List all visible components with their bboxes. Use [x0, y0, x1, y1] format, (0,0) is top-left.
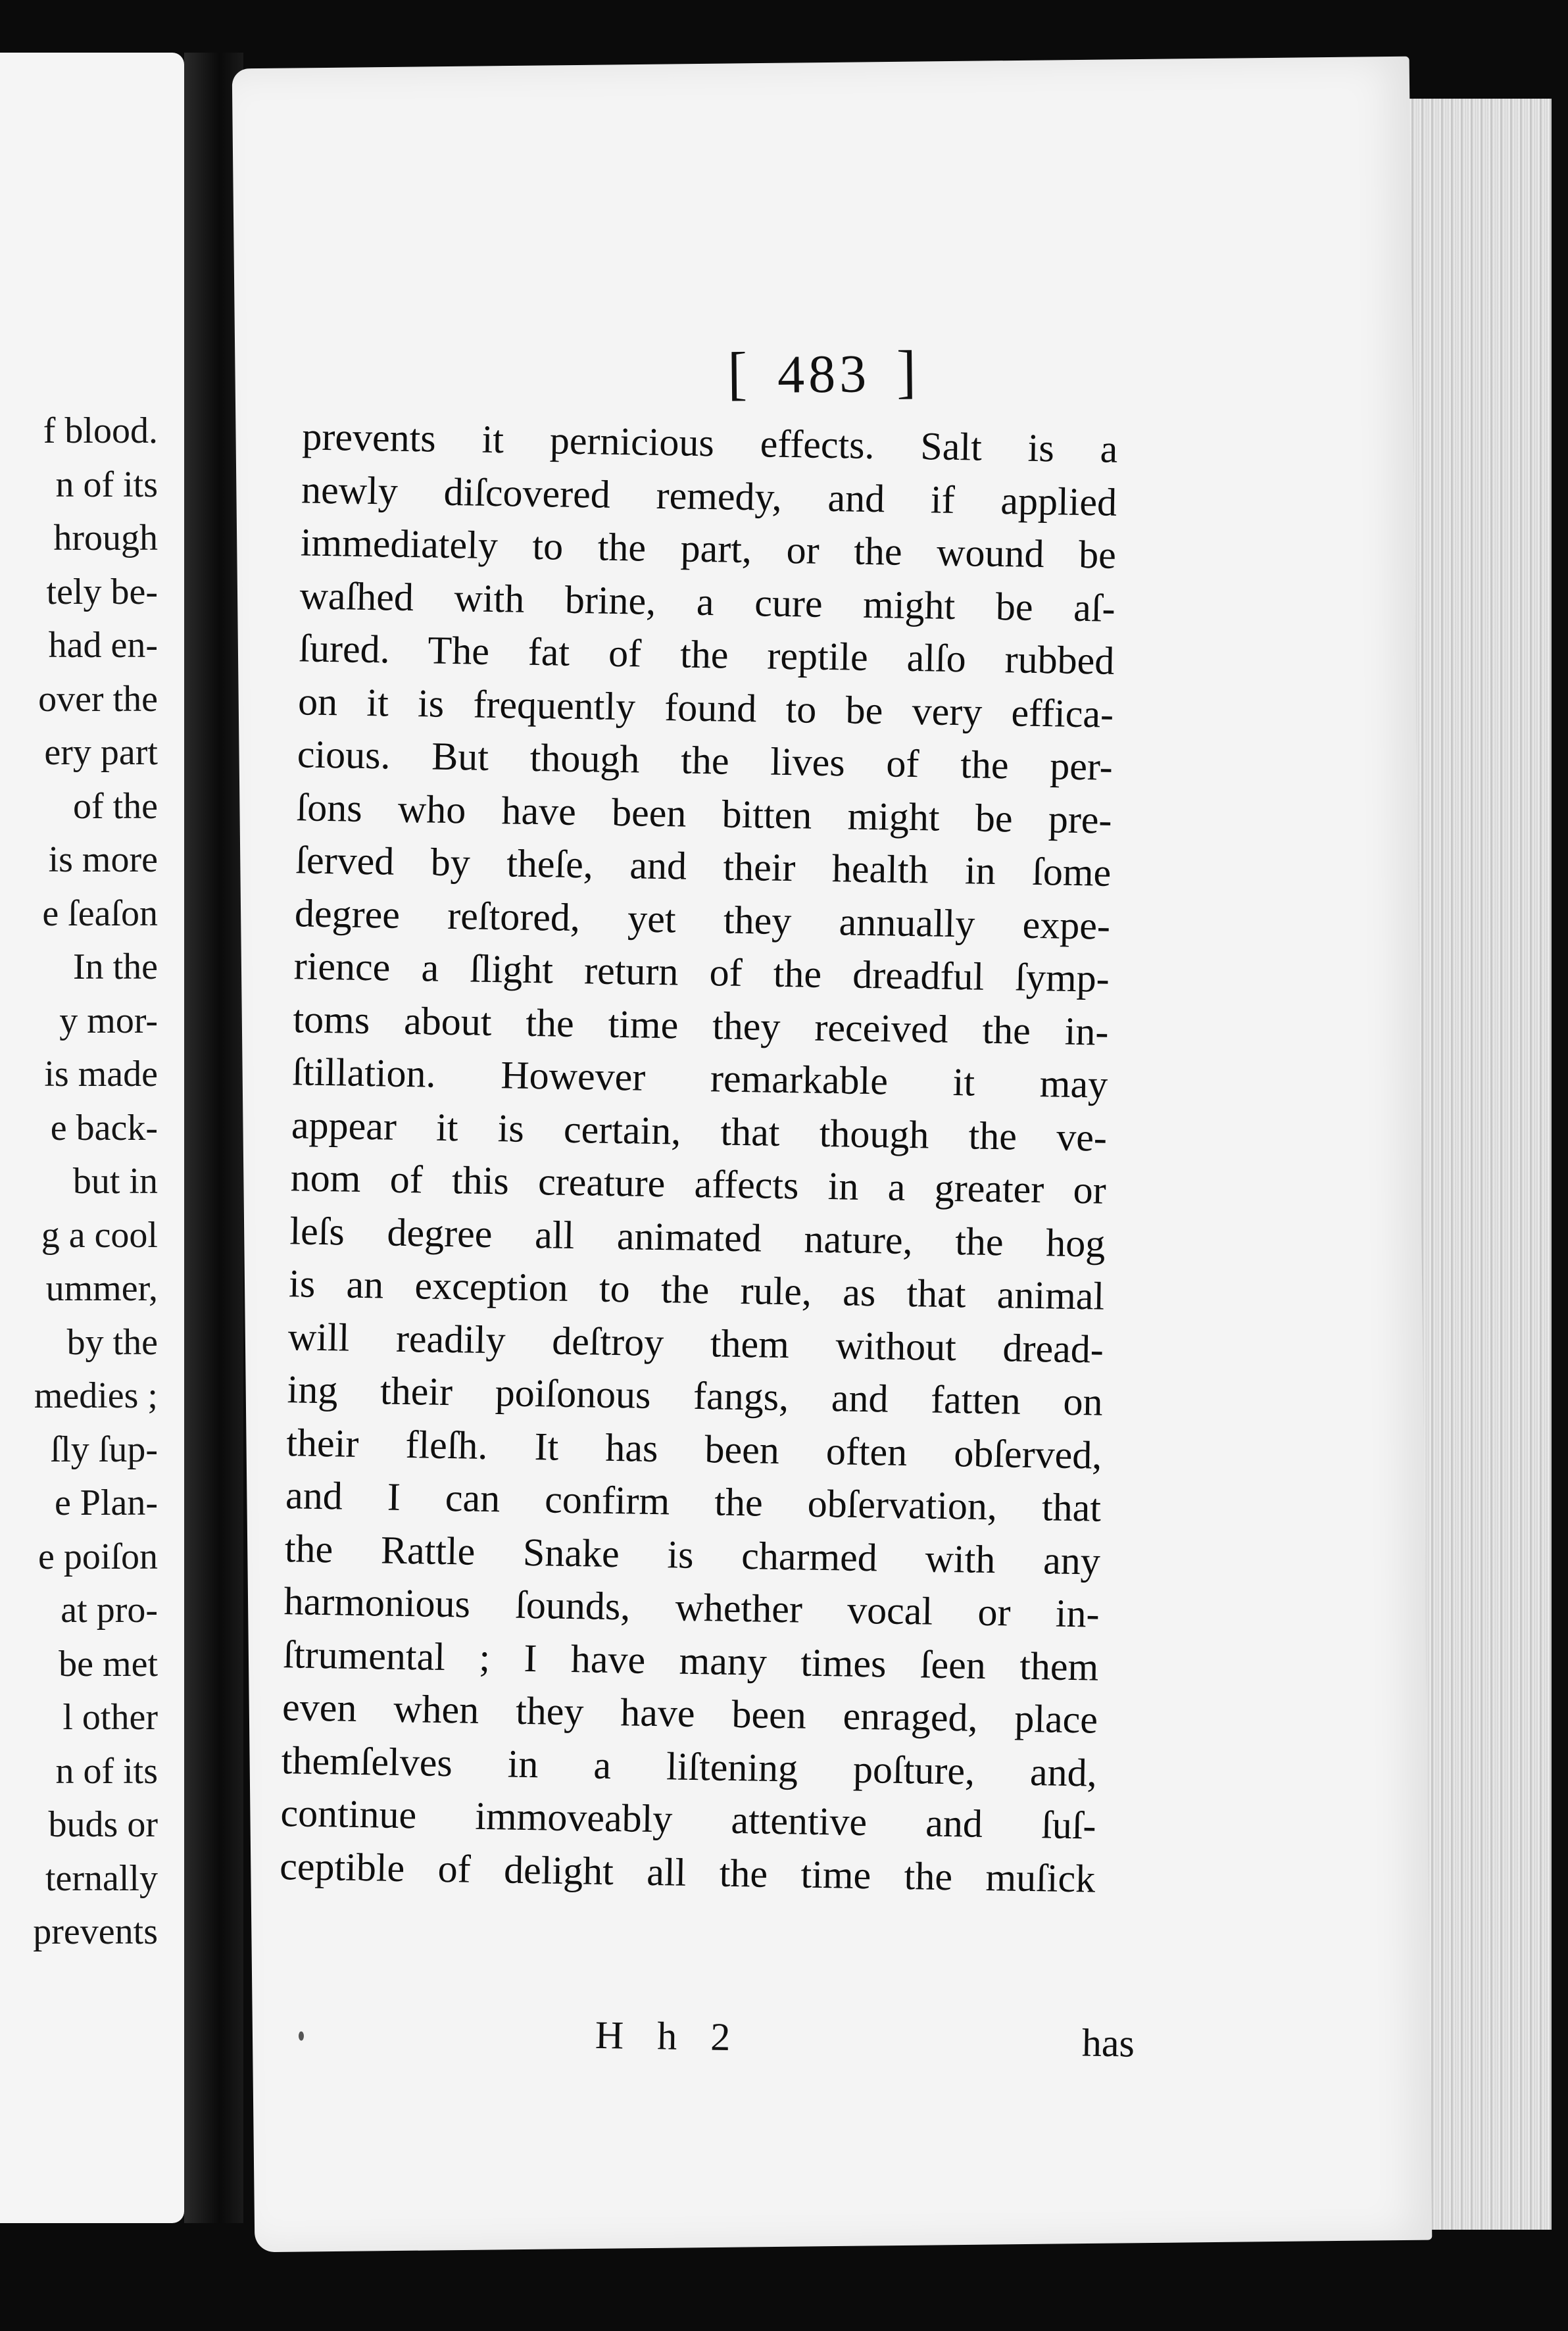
- left-page-line: at pro-: [61, 1590, 158, 1631]
- left-page-line: n of its: [55, 464, 158, 505]
- text-line: and I can confirm the obſervation, that: [285, 1473, 1102, 1530]
- left-page-line: e poiſon: [38, 1536, 158, 1577]
- left-page-line: ery part: [44, 732, 158, 773]
- left-page-line: hrough: [53, 518, 158, 558]
- left-page-line: buds or: [48, 1804, 158, 1845]
- left-page-line: is made: [44, 1054, 158, 1094]
- bracket-close: ]: [896, 339, 921, 405]
- left-facing-page: [0, 53, 184, 2223]
- text-line: newly diſcovered remedy, and if applied: [301, 467, 1117, 524]
- text-line: prevents it pernicious effects. Salt is a: [301, 414, 1118, 471]
- text-line: harmonious ſounds, whether vocal or in-: [283, 1579, 1100, 1636]
- text-line: ſtillation. However remarkable it may: [291, 1050, 1108, 1106]
- left-page-line: e back-: [50, 1107, 158, 1148]
- text-line: ſerved by theſe, and their health in ſome: [295, 838, 1112, 895]
- text-line: on it is frequently found to be very effica-: [297, 679, 1114, 736]
- signature-mark: H h 2: [595, 2013, 743, 2059]
- text-line: toms about the time they received the in-: [293, 996, 1109, 1054]
- text-line: even when they have been enraged, place: [282, 1685, 1098, 1742]
- text-line: themſelves in a liſtening poſture, and,: [281, 1738, 1098, 1795]
- left-page-line: f blood.: [43, 410, 158, 451]
- text-line: their fleſh. It has been often obſerved,: [285, 1420, 1102, 1477]
- ink-speck: [299, 2031, 304, 2040]
- text-line: the Rattle Snake is charmed with any: [284, 1526, 1101, 1583]
- left-page-line: by the: [66, 1321, 158, 1363]
- left-page-line: y mor-: [59, 1000, 158, 1041]
- catchword: has: [1081, 2021, 1135, 2065]
- text-line: continue immoveably attentive and ſuſ-: [280, 1791, 1096, 1848]
- right-page: [232, 57, 1433, 2253]
- text-line: nom of this creature affects in a greater or: [290, 1156, 1107, 1212]
- text-line: ſons who have been bitten might be pre-: [296, 785, 1112, 842]
- left-page-line: n of its: [55, 1750, 158, 1792]
- text-line: ſured. The fat of the reptile alſo rubbed: [298, 626, 1115, 683]
- text-line: ceptible of delight all the time the muſick: [279, 1844, 1096, 1901]
- text-line: waſhed with brine, a cure might be aſ-: [299, 573, 1116, 630]
- left-page-line: e ſeaſon: [42, 893, 158, 934]
- left-page-text: [0, 405, 158, 1959]
- book-gutter: [184, 53, 243, 2223]
- left-page-line: of the: [72, 785, 158, 827]
- left-page-line: l other: [62, 1697, 158, 1738]
- left-page-line: e Plan-: [54, 1483, 158, 1523]
- page-body-text: [280, 410, 1118, 1905]
- text-line: degree reſtored, yet they annually expe-: [294, 891, 1111, 948]
- text-line: is an exception to the rule, as that animal: [288, 1262, 1105, 1318]
- left-page-line: g a cool: [41, 1214, 158, 1256]
- left-page-line: ummer,: [45, 1268, 158, 1309]
- left-page-line: medies ;: [34, 1375, 158, 1416]
- text-line: ing their poiſonous fangs, and fatten on: [287, 1367, 1104, 1424]
- left-page-line: ternally: [45, 1857, 158, 1899]
- text-line: rience a ſlight return of the dreadful ſymp-: [293, 944, 1110, 1000]
- text-line: appear it is certain, that though the ve-: [291, 1102, 1108, 1160]
- left-page-line: be met: [59, 1643, 158, 1684]
- page-footer: [320, 2008, 1135, 2065]
- page-header: [235, 333, 1413, 413]
- left-page-line: is more: [48, 839, 158, 880]
- bracket-open: [: [727, 341, 752, 406]
- page-number: 483: [777, 343, 871, 405]
- left-page-line: ſly ſup-: [50, 1429, 158, 1470]
- text-line: cious. But though the lives of the per-: [297, 732, 1114, 789]
- left-page-line: In the: [72, 946, 158, 987]
- left-page-line: tely be-: [46, 571, 158, 612]
- left-page-line: prevents: [33, 1911, 158, 1952]
- left-page-line: but in: [72, 1161, 158, 1202]
- text-line: immediately to the part, or the wound be: [300, 520, 1117, 577]
- text-line: will readily deſtroy them without dread-: [287, 1314, 1104, 1371]
- text-line: ſtrumental ; I have many times ſeen them: [282, 1632, 1099, 1689]
- left-page-line: had en-: [48, 625, 158, 666]
- text-line: leſs degree all animated nature, the hog: [289, 1208, 1106, 1265]
- left-page-line: over the: [38, 678, 158, 720]
